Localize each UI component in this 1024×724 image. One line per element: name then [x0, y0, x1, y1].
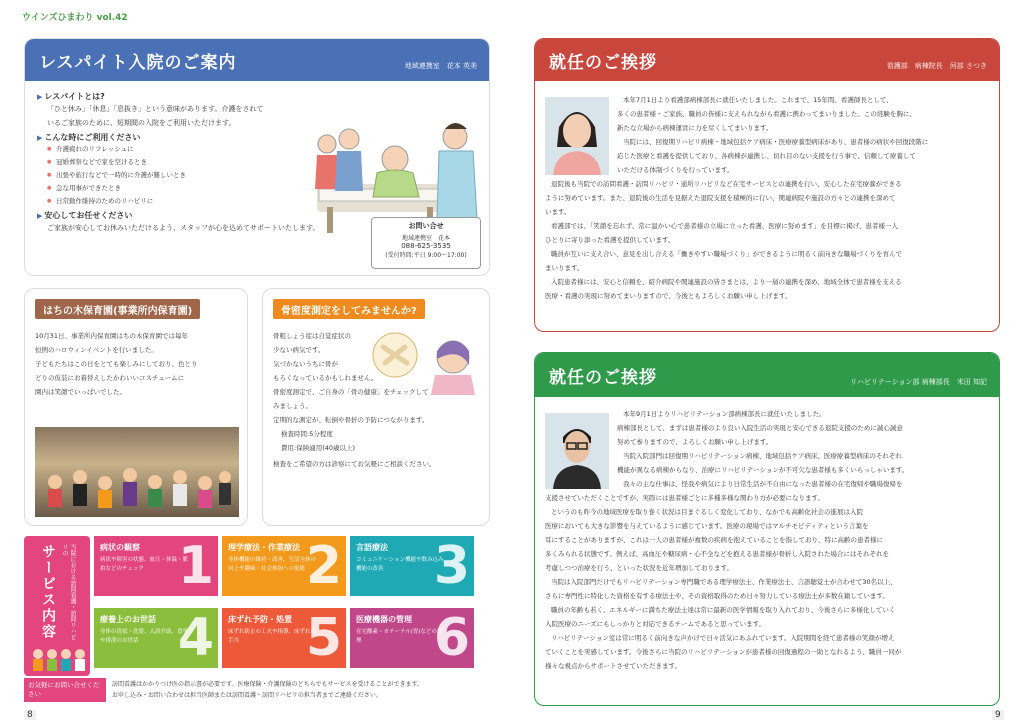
- service-number: 6: [433, 608, 470, 668]
- respite-relief-text: ご家族が安心してお休みいただけるよう、スタッフが心を込めてサポートいたします。: [47, 224, 320, 232]
- nursing-para-line: います。: [545, 208, 571, 216]
- respite-q-line-2: いるご家族のために、短期間の入院をご利用いただけます。: [47, 119, 236, 127]
- respite-contact-phone: 088-625-3535: [401, 242, 451, 250]
- nursery-text-line: 10月31日、事業所内保育園はちの木保育園では毎年: [35, 332, 189, 340]
- greeting-rehab-body: [545, 407, 993, 673]
- greeting-nursing-title: 就任のご挨拶: [549, 52, 657, 73]
- bone-text-line: もろくなっているかもしれません。: [273, 374, 378, 382]
- rehab-para-line: 当院は入院部門だけでもリハビリテーション専門職である理学療法士、作業療法士、言語聴覚士が合わせて30名以上、: [551, 578, 897, 586]
- rehab-para-line: というのも昨今の地域医療を取り巻く状況は目まぐるしく変化しており、なかでも高齢化社会の進展は入院: [551, 508, 863, 516]
- greeting-rehab-meta: リハビリテーション部 病棟部長 米田 知記: [850, 378, 987, 386]
- service-number: 3: [433, 536, 470, 596]
- rehab-para-line: 入院医療のニーズにもしっかりと対応できるチームであると思っています。: [545, 620, 766, 628]
- greeting-rehab-title: 就任のご挨拶: [549, 367, 657, 388]
- rehab-para-line: 様々な視点からサポートさせていただきます。: [545, 662, 681, 670]
- services-people-illustration: [30, 646, 86, 672]
- nursery-text-line: 園内は笑顔でいっぱいでした。: [35, 388, 126, 396]
- nursing-para-line: 多くの患者様・ご家族、職員の皆様に支えられながら看護に携わってまいりました。この経験を胸に、: [617, 110, 916, 118]
- page-number-right: 9: [992, 710, 1004, 720]
- nursing-para-line: いただける体制づくりを行っています。: [617, 166, 734, 174]
- service-desc: 身体機能の維持・改善、生活全体の向上や趣味・社会参加への促進: [228, 557, 317, 572]
- service-card-3: [350, 536, 474, 596]
- rehab-para-line: 支援させていただくことですが、実際には患者様ごとに多種多様な関わり方が必要になります。: [545, 494, 824, 502]
- respite-relief-heading: ▶ 安心してお任せください: [37, 210, 367, 221]
- rehab-para-line: さらに専門性に特化した資格を有する療法士や、その資格取得のため日々努力している療法士が多数在籍しています。: [545, 592, 889, 600]
- service-number: 4: [177, 608, 214, 668]
- rehab-para-line: 本年9月1日よりリハビリテーション部病棟部長に就任いたしました。: [623, 410, 826, 418]
- greeting-rehab-title-band: [535, 353, 999, 397]
- respite-card: [24, 38, 490, 276]
- service-desc: 在宅酸素・カテーテル(胃)などの管理: [356, 629, 443, 644]
- bone-text-line: 定期的な測定が、転倒や骨折の予防につながります。: [273, 416, 429, 424]
- nursing-para-line: 看護部では、「笑顔を忘れず、常に温かい心で患者様の立場に立った看護、医療に努めます」を目標に掲げ、患者様一人: [551, 222, 898, 230]
- service-number: 1: [177, 536, 214, 596]
- rehab-para-line: リハビリテーション室は常に明るく前向きな声かけで日々活気にあふれています。入院期間を経て患者様の笑顔が増え: [551, 634, 895, 642]
- bone-text-line: みましょう。: [273, 402, 312, 410]
- service-card-1: [94, 536, 218, 596]
- nursing-para-line: 当院には、回復期リハビリ病棟・地域包括ケア病床・医療療養型病床があり、患者様の病状や回復段階に: [623, 138, 929, 146]
- rehab-para-line: 耳にすることがありますが、これは一人の患者様が複数の疾病を抱えていることを指しており、特に高齢の患者様に: [545, 536, 883, 544]
- respite-contact-box: [371, 217, 481, 269]
- bone-item: 検査時間:5分程度: [281, 430, 333, 438]
- respite-title: レスパイト入院のご案内: [39, 52, 237, 73]
- services-side-small: 当院における訪問看護・訪問リハビリの: [61, 544, 76, 640]
- service-desc: 身体の清拭・洗髪、入浴介助、食事や排泄のお世話: [100, 629, 189, 644]
- rehab-para-line: 職員の年齢も若く、エネルギーに満ちた療法士達は常に最新の医学情報を取り入れており、今後さらに多様化していく: [551, 606, 896, 614]
- services-contact-badge: お気軽にお問い合せください: [24, 678, 106, 702]
- newsletter-header: ウインズひまわり vol.42: [22, 13, 128, 23]
- bone-note: 検査をご希望の方は診察にてお気軽にご相談ください。: [273, 460, 436, 468]
- service-name: 言語療法: [356, 543, 388, 552]
- nursing-para-line: 職員が互いに支え合い、意見を出し合える「働きやすい職場づくり」ができるように明るく前向きな職場づくりを育んで: [551, 250, 902, 258]
- bone-text-line: 少ない病気です。: [273, 346, 325, 354]
- service-name: 理学療法・作業療法: [228, 543, 300, 552]
- bone-illustration: [363, 325, 481, 395]
- respite-contact-dept: 地域連携室 花本: [401, 235, 450, 242]
- respite-contact-title: お問い合せ: [408, 222, 444, 230]
- bone-density-card: [262, 288, 490, 526]
- rehab-para-line: 考慮しつつ治療を行う、といった状況を近年増加しております。: [545, 564, 733, 572]
- rehab-para-line: ていくことを実感しています。今後さらに当院のリハビリテーションが患者様の回復過程の一助となれるよう、職員一同が: [545, 648, 902, 656]
- service-name: 病状の観察: [100, 543, 140, 552]
- rehab-para-line: 病棟部長として、まずは患者様のより良い入院生活の実現と安心できる退院支援のために誠心誠意: [617, 424, 903, 432]
- services-side-panel: [24, 536, 90, 676]
- respite-q-line-1: 「ひと休み」「休息」「息抜き」という意味があります。介護をされて: [47, 105, 264, 113]
- respite-contact-hours: (受付時間:平日 9:00〜17:00): [385, 252, 467, 259]
- nursing-para-line: 本年7月1日より看護部病棟部長に就任いたしました。これまで、15年間、看護師長として、: [623, 96, 893, 104]
- page-number-left: 8: [24, 710, 36, 720]
- service-name: 医療機器の管理: [356, 615, 412, 624]
- bone-density-title: 骨密度測定をしてみませんか?: [273, 299, 425, 319]
- respite-author: 地域連携室 花本 英美: [404, 62, 477, 70]
- services-side-title: サービス内容: [40, 544, 56, 640]
- rehab-para-line: 我々の主な仕事は、怪我や病気により日常生活が不自由になった患者様の在宅復帰や職場復帰を: [623, 480, 903, 488]
- rehab-para-line: 努めて参りますので、よろしくお願い申し上げます。: [617, 438, 773, 446]
- services-section: [24, 536, 490, 706]
- respite-when-item: ● 冠婚葬祭などで家を空けるとき: [47, 156, 367, 169]
- nursing-para-line: 入院患者様には、安心と信頼を、紹介病院や関連施設の皆さまとは、より一層の連携を深め、地域全体で患者様を支える: [551, 278, 902, 286]
- service-name: 療養上のお世話: [100, 615, 156, 624]
- respite-q-heading: ▶ レスパイトとは?: [37, 91, 367, 102]
- bone-item: 費用:保険適用(40歳以上): [281, 444, 356, 452]
- rehab-para-line: 当院入院部門は回復期リハビリテーション病棟、地域包括ケア病床、医療療養型病床のそれぞれ: [623, 452, 902, 460]
- nursing-para-line: ように努めています。また、退院後の生活を見据えた退院支援を積極的に行い、関連病院や施設の方々との連携を深めて: [545, 194, 896, 202]
- nursery-text-line: 恒例のハロウィンイベントを行いました。: [35, 346, 158, 354]
- nursing-para-line: 新たな立場から病棟運営に力を尽くしてまいります。: [617, 124, 773, 132]
- bone-text-line: 骨密度測定で、ご自身の「骨の健康」をチェックして: [273, 388, 429, 396]
- nursery-card: [24, 288, 248, 526]
- service-desc: コミュニケーション機能や飲み込み機能の改善: [356, 557, 444, 572]
- greeting-nursing-body: [545, 93, 993, 303]
- respite-when-heading: ▶ こんな時にご利用ください: [37, 132, 367, 143]
- halloween-photo: [35, 427, 239, 517]
- rehab-para-line: 医療においても大きな影響を与えているように感じています。医療の現場ではマルチモビディティという言葉を: [545, 522, 869, 530]
- nursery-text-line: どりの仮装にお着替えしたかわいいコスチュームに: [35, 374, 185, 382]
- respite-when-item: ● 出張や旅行などで一時的に介護が難しいとき: [47, 169, 367, 182]
- greeting-nursing-meta: 看護部 病棟院長 河部 さつき: [886, 62, 987, 70]
- service-card-2: [222, 536, 346, 596]
- bone-text-line: 骨粗しょう症は自覚症状の: [273, 332, 351, 340]
- services-contact-text: お申し込み・お問い合わせは担当医師または訪問看護・訪問リハビリの担当者までご連絡ください。: [112, 692, 382, 699]
- service-desc: 病状や障害の状態、血圧・体温・脈拍などのチェック: [100, 557, 189, 572]
- nursing-para-line: 医療・看護の実現に努めてまいりますので、今後ともよろしくお願い申し上げます。: [545, 292, 792, 300]
- service-card-4: [94, 608, 218, 668]
- service-card-5: [222, 608, 346, 668]
- greeting-rehab-card: [534, 352, 1000, 706]
- service-card-6: [350, 608, 474, 668]
- nursery-title: はちの木保育園(事業所内保育園): [35, 299, 200, 319]
- rehab-para-line: 多くみられる状態です。例えば、高血圧や糖尿病・心不全などを抱える患者様が骨折し入院された場合にはそれぞれを: [545, 550, 889, 558]
- respite-when-item: ● 介護疲れのリフレッシュに: [47, 143, 367, 156]
- respite-when-item: ● 日常動作維持のためのリハビリに: [47, 195, 367, 208]
- service-number: 2: [305, 536, 342, 596]
- service-number: 5: [305, 608, 342, 668]
- service-desc: 床ずれ防止の工夫や指導、床ずれの手当: [228, 629, 317, 644]
- rehab-para-line: 機能が異なる病棟からなり、治療にリハビリテーションが不可欠な患者様も多くいらっしゃいます。: [617, 466, 909, 474]
- greeting-nursing-title-band: [535, 39, 999, 81]
- nursing-para-line: まいります。: [545, 264, 584, 272]
- greeting-nursing-card: [534, 38, 1000, 332]
- nursing-para-line: 応じた医療と看護を提供しており、各病棟が連携し、切れ目のない支援を行う事で、信頼して療養して: [617, 152, 916, 160]
- services-contact-text: 訪問看護はかかりつけ医の指示書が必要です。医療保険・介護保険のどちらでもサービスを受けることができます。: [112, 681, 423, 688]
- nursing-para-line: ひとりに寄り添った看護を提供しています。: [545, 236, 675, 244]
- service-name: 床ずれ予防・処置: [228, 615, 292, 624]
- nursing-para-line: 退院後も当院での訪問看護・訪問リハビリ・通所リハビリなど在宅サービスとの連携を行い、安心した在宅療養ができる: [551, 180, 902, 188]
- respite-when-item: ● 急な用事ができたとき: [47, 182, 367, 195]
- bone-text-line: 気づかないうちに骨が: [273, 360, 338, 368]
- respite-title-band: [25, 39, 489, 81]
- nursery-text-line: 子どもたちはこの日をとても楽しみにしており、色とり: [35, 360, 198, 368]
